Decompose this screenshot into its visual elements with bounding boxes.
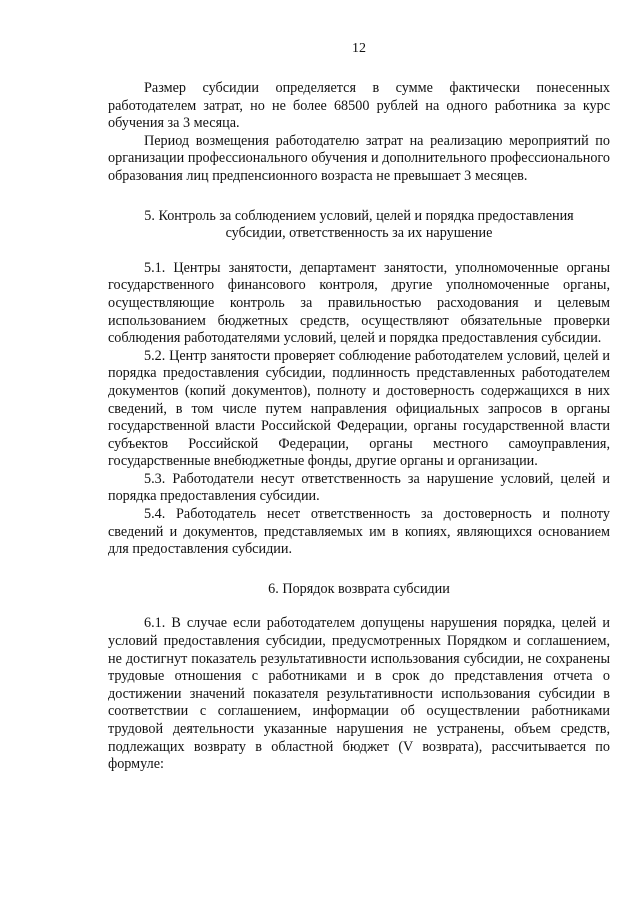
section-6-heading: 6. Порядок возврата субсидии bbox=[268, 580, 450, 597]
paragraph-5-2: 5.2. Центр занятости проверяет соблюдение работодателем условий, целей и порядка предоставления субсидии, подлинность представленных работодателем документов (копий документов), полноту и достоверность содержащихся в них сведений, в том числе путем направления официальных запросов в органы государственной власти Российской Федерации, органы государственной власти субъектов Российской Федерации, органы местного самоуправления, государственные внебюджетные фонды, другие органы и организации. bbox=[108, 347, 610, 470]
spacer bbox=[108, 598, 610, 615]
page-number: 12 bbox=[352, 41, 366, 56]
section-5 bbox=[108, 208, 610, 559]
paragraph-5-3: 5.3. Работодатели несут ответственность за нарушение условий, целей и порядка предоставления субсидии. bbox=[108, 470, 610, 505]
spacer bbox=[108, 559, 610, 581]
spacer bbox=[108, 186, 610, 208]
paragraph-subsidy-amount: Размер субсидии определяется в сумме фактически понесенных работодателем затрат, но не более 68500 рублей на одного работника за курс обучения за 3 месяца. bbox=[108, 80, 610, 132]
paragraph-6-1: 6.1. В случае если работодателем допущены нарушения порядка, целей и условий предоставления субсидии, предусмотренных Порядком и соглашением, не достигнут показатель результативности использования субсидии, не сохранены трудовые отношения с работниками и в срок до представления отчета о достижении значений показателя результативности использования субсидии в соответствии с соглашением, информации об осуществлении работниками трудовой деятельности указанные нарушения не устранены, объем средств, подлежащих возврату в областной бюджет (V возврата), рассчитывается по формуле: bbox=[108, 615, 610, 773]
paragraph-5-1: 5.1. Центры занятости, департамент занятости, уполномоченные органы государственного финансового контроля, другие уполномоченные органы, осуществляющие контроль за правильностью расходования и целевым использованием бюджетных средств, осуществляют обязательные проверки соблюдения работодателями условий, целей и порядка предоставления субсидии. bbox=[108, 259, 610, 347]
paragraph-5-4: 5.4. Работодатель несет ответственность за достоверность и полноту сведений и документов, представляемых им в копиях, являющихся основанием для предоставления субсидии. bbox=[108, 506, 610, 558]
section-4-tail bbox=[108, 80, 610, 186]
section-5-heading: 5. Контроль за соблюдением условий, целей и порядка предоставления субсидии, ответственность за их нарушение bbox=[144, 207, 574, 242]
spacer bbox=[108, 243, 610, 260]
paragraph-reimbursement-period: Период возмещения работодателю затрат на реализацию мероприятий по организации профессионального обучения и дополнительного профессионального образования лиц предпенсионного возраста не превышает 3 месяцев. bbox=[108, 132, 610, 184]
section-6 bbox=[108, 581, 610, 774]
